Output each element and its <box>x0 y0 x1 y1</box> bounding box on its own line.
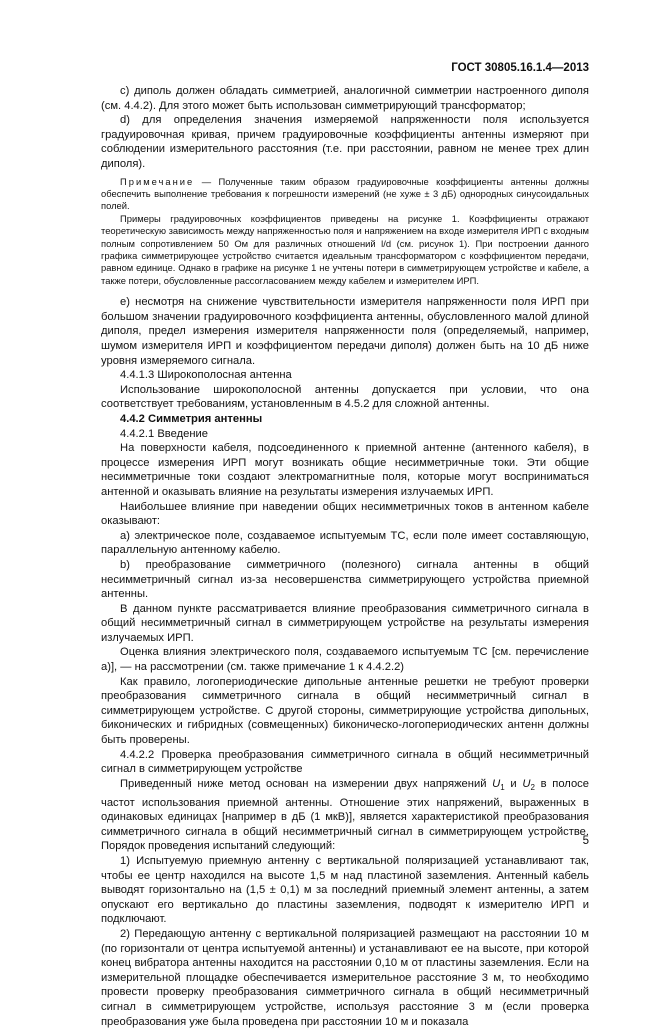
step-1-paragraph: 1) Испытуемую приемную антенну с вертикальной поляризацией устанавливают так, чтобы ее центр находился на высоте 1,5 м над пластиной заземления. Антенный кабель выводят горизонтально на (1,5 ± 0,1) м за последний приемный элемент антенны, а затем опускают его вертикально до пластины заземления, подводят к измерителю ИРП и подключают. <box>101 855 589 926</box>
section-4-4-2-1-heading: 4.4.2.1 Введение <box>120 427 208 440</box>
paragraph-c: с) диполь должен обладать симметрией, аналогичной симметрии настроенного диполя (см. 4.4.2). Для этого может быть использован симметрирующий трансформатор; <box>101 85 589 112</box>
scope-paragraph: В данном пункте рассматривается влияние преобразования симметричного сигнала в общий несимметричный сигнал в симметрирующем устройстве на результаты измерения излучаемых ИРП. <box>101 602 589 644</box>
item-b-paragraph: b) преобразование симметричного (полезного) сигнала антенны в общий несимметричный сигнал из-за несовершенства симметрирующего устройства приемной антенны. <box>101 558 589 601</box>
page-number: 5 <box>582 835 589 847</box>
step-2-paragraph: 2) Передающую антенну с вертикальной поляризацией размещают на расстоянии 10 м (по горизонтали от центра испытуемой антенны) и устанавливают ее на высоте, при которой конец вибратора антенны находится на расстоянии 0,10 м от пластины заземления. Если на измерительной площадке обеспечивается измерительное расстояние 3 м, то необходимо провести проверку преобразования симметричного сигнала в общий несимметричный сигнал в симметрирующем устройстве, используя расстояние 3 м (если проверка преобразования уже была проведена при расстоянии 10 м и показала <box>101 927 589 1028</box>
voltage-u1: U <box>492 777 501 790</box>
item-a-paragraph: а) электрическое поле, создаваемое испытуемым ТС, если поле имеет составляющую, параллельную антенному кабелю. <box>101 529 589 557</box>
method-paragraph: Приведенный ниже метод основан на измерении двух напряжений $U_1$ и $U_2$ в полосе частот использования приемной антенны. Отношение этих напряжений, выраженных в одинаковых единицах [например в дБ (1 мкВ)], является характеристикой преобразования симметричного сигнала в общий несимметричный сигнал в симметрирующем устройстве. Порядок проведения испытаний следующий: <box>101 777 589 853</box>
note-label: Примечание <box>120 175 195 187</box>
section-4-4-2-heading: 4.4.2 Симметрия антенны <box>120 412 263 425</box>
section-4-4-2-2-heading: 4.4.2.2 Проверка преобразования симметричного сигнала в общий несимметричный сигнал в симметрирующем устройстве <box>101 748 589 776</box>
influence-intro-paragraph: Наибольшее влияние при наведении общих несимметричных токов в антенном кабеле оказывают: <box>101 500 589 528</box>
field-influence-paragraph: Оценка влияния электрического поля, создаваемого испытуемым ТС [см. перечисление а)], — на рассмотрении (см. также примечание 1 к 4.4.2.2) <box>101 646 589 674</box>
voltage-u2: U <box>522 777 531 790</box>
document-body <box>101 84 589 1029</box>
section-4-4-1-3-heading: 4.4.1.3 Широкополосная антенна <box>120 369 292 382</box>
figure-reference-paragraph: Примеры градуировочных коэффициентов приведены на рисунке 1. Коэффициенты отражают теоретическую зависимость между напряженностью поля и напряжением на входе измерителя ИРП с входным полным сопротивлением 50 Ом для различных отношений l/d (см. рисунок 1). При построении данного графика симметрирующее устройство считается идеальным трансформатором с коэффициентом передачи, равном единице. Однако в графике на рисунке 1 не учтены потери в симметрирующем устройстве и кабеле, а также потери, обусловленные рассогласованием между кабелем и измерителем ИРП. <box>101 212 589 286</box>
paragraph-d: d) для определения значения измеряемой напряженности поля используется градуировочная кривая, причем градуировочные коэффициенты антенны измеряют при соблюдении измерительного расстояния (т.е. при расстоянии, равном не менее трех длин диполя). <box>101 114 589 170</box>
note-paragraph <box>101 176 589 213</box>
broadband-antenna-paragraph: Использование широкополосной антенны допускается при условии, что она соответствует требованиям, установленным в 4.5.2 для сложной антенны. <box>101 383 589 411</box>
paragraph-e: е) несмотря на снижение чувствительности измерителя напряженности поля ИРП при большом значении градуировочного коэффициента антенны, обусловленного малой длиной диполя, предел измерения измерителя напряженности поля (определяемый, например, шумом измерителя ИРП и коэффициентом передачи диполя) должен быть на 10 дБ ниже уровня измеряемого сигнала. <box>101 296 589 367</box>
note-text: — Полученные таким образом градуировочные коэффициенты антенны должны обеспечить выполнение требования к погрешности измерений (не хуже ± 3 дБ) однородных синусоидальных полей. <box>101 175 589 212</box>
common-mode-currents-paragraph: На поверхности кабеля, подсоединенного к приемной антенне (антенного кабеля), в процессе измерения ИРП могут возникать общие несимметричные токи. Эти общие несимметричные токи создают электромагнитные поля, которые могут восприниматься антенной и оказывать влияние на результаты измерения излучаемых ИРП. <box>101 442 589 498</box>
document-header: ГОСТ 30805.16.1.4—2013 <box>451 62 589 74</box>
log-periodic-paragraph: Как правило, логопериодические дипольные антенные решетки не требуют проверки преобразования симметричного сигнала в общий несимметричный сигнал в симметрирующем устройстве. С другой стороны, симметрирующие устройства дипольных, биконических и гибридных (совмещенных) биконическо-логопериодических антенн должны быть проверены. <box>101 675 589 747</box>
